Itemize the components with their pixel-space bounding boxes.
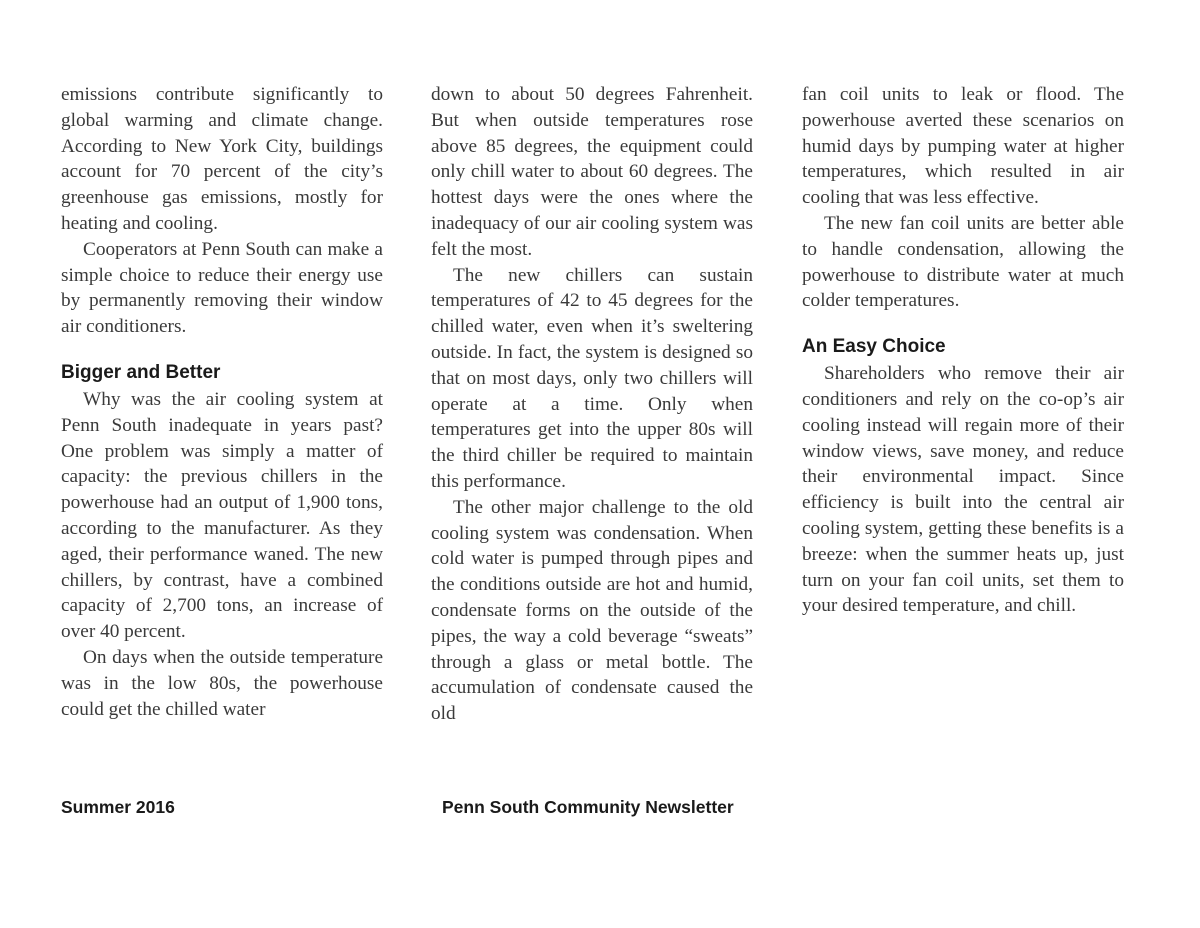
paragraph: Why was the air cooling system at Penn South inadequate in years past? One problem was simply a matter of capacity: the previous chillers in the powerhouse had an output of 1,900 tons, according to the manufacturer. As they aged, their performance waned. The new chillers, by contrast, have a combined capacity of 2,700 tons, an increase of over 40 percent. [61, 388, 383, 643]
paragraph: Cooperators at Penn South can make a simple choice to reduce their energy use by permanently removing their window air conditioners. [61, 238, 383, 338]
paragraph: The new chillers can sustain temperatures of 42 to 45 degrees for the chilled water, even when it’s sweltering outside. In fact, the system is designed so that on most days, only two chillers will operate at a time. Only when temperatures get into the upper 80s will the third chiller be required to maintain this performance. [431, 264, 753, 492]
paragraph: The new fan coil units are better able to handle condensation, allowing the powerhouse to distribute water at much colder temperatures. [802, 212, 1124, 312]
section-heading-an-easy-choice: An Easy Choice [802, 336, 946, 358]
section-heading-bigger-and-better: Bigger and Better [61, 361, 221, 383]
paragraph: Shareholders who remove their air conditioners and rely on the co-op’s air cooling instead will regain more of their window views, save money, and reduce their environmental impact. Since efficiency is built into the central air cooling system, getting these benefits is a breeze: when the summer heats up, just turn on your fan coil units, set them to your desired temperature, and chill. [802, 363, 1124, 617]
footer-issue-date: Summer 2016 [61, 797, 175, 817]
paragraph: fan coil units to leak or flood. The powerhouse averted these scenarios on humid days by pumping water at higher temperatures, which resulted in air cooling that was less effective. [802, 84, 1124, 209]
paragraph: down to about 50 degrees Fahrenheit. But when outside temperatures rose above 85 degrees, the equipment could only chill water to about 60 degrees. The hottest days were the ones where the inadequacy of our air cooling system was felt the most. [431, 84, 753, 260]
article-column-1 [61, 82, 383, 722]
article-column-3 [802, 82, 1124, 619]
footer-publication-name: Penn South Community Newsletter [442, 797, 734, 817]
article-column-2 [431, 82, 753, 727]
paragraph: emissions contribute significantly to global warming and climate change. According to New York City, buildings account for 70 percent of the city’s greenhouse gas emissions, mostly for heating and cooling. [61, 84, 383, 234]
paragraph: The other major challenge to the old cooling system was condensation. When cold water is pumped through pipes and the conditions outside are hot and humid, condensate forms on the outside of the pipes, the way a cold beverage “sweats” through a glass or metal bottle. The accumulation of condensate caused the old [431, 496, 753, 725]
paragraph: On days when the outside temperature was in the low 80s, the powerhouse could get the chilled water [61, 646, 383, 720]
